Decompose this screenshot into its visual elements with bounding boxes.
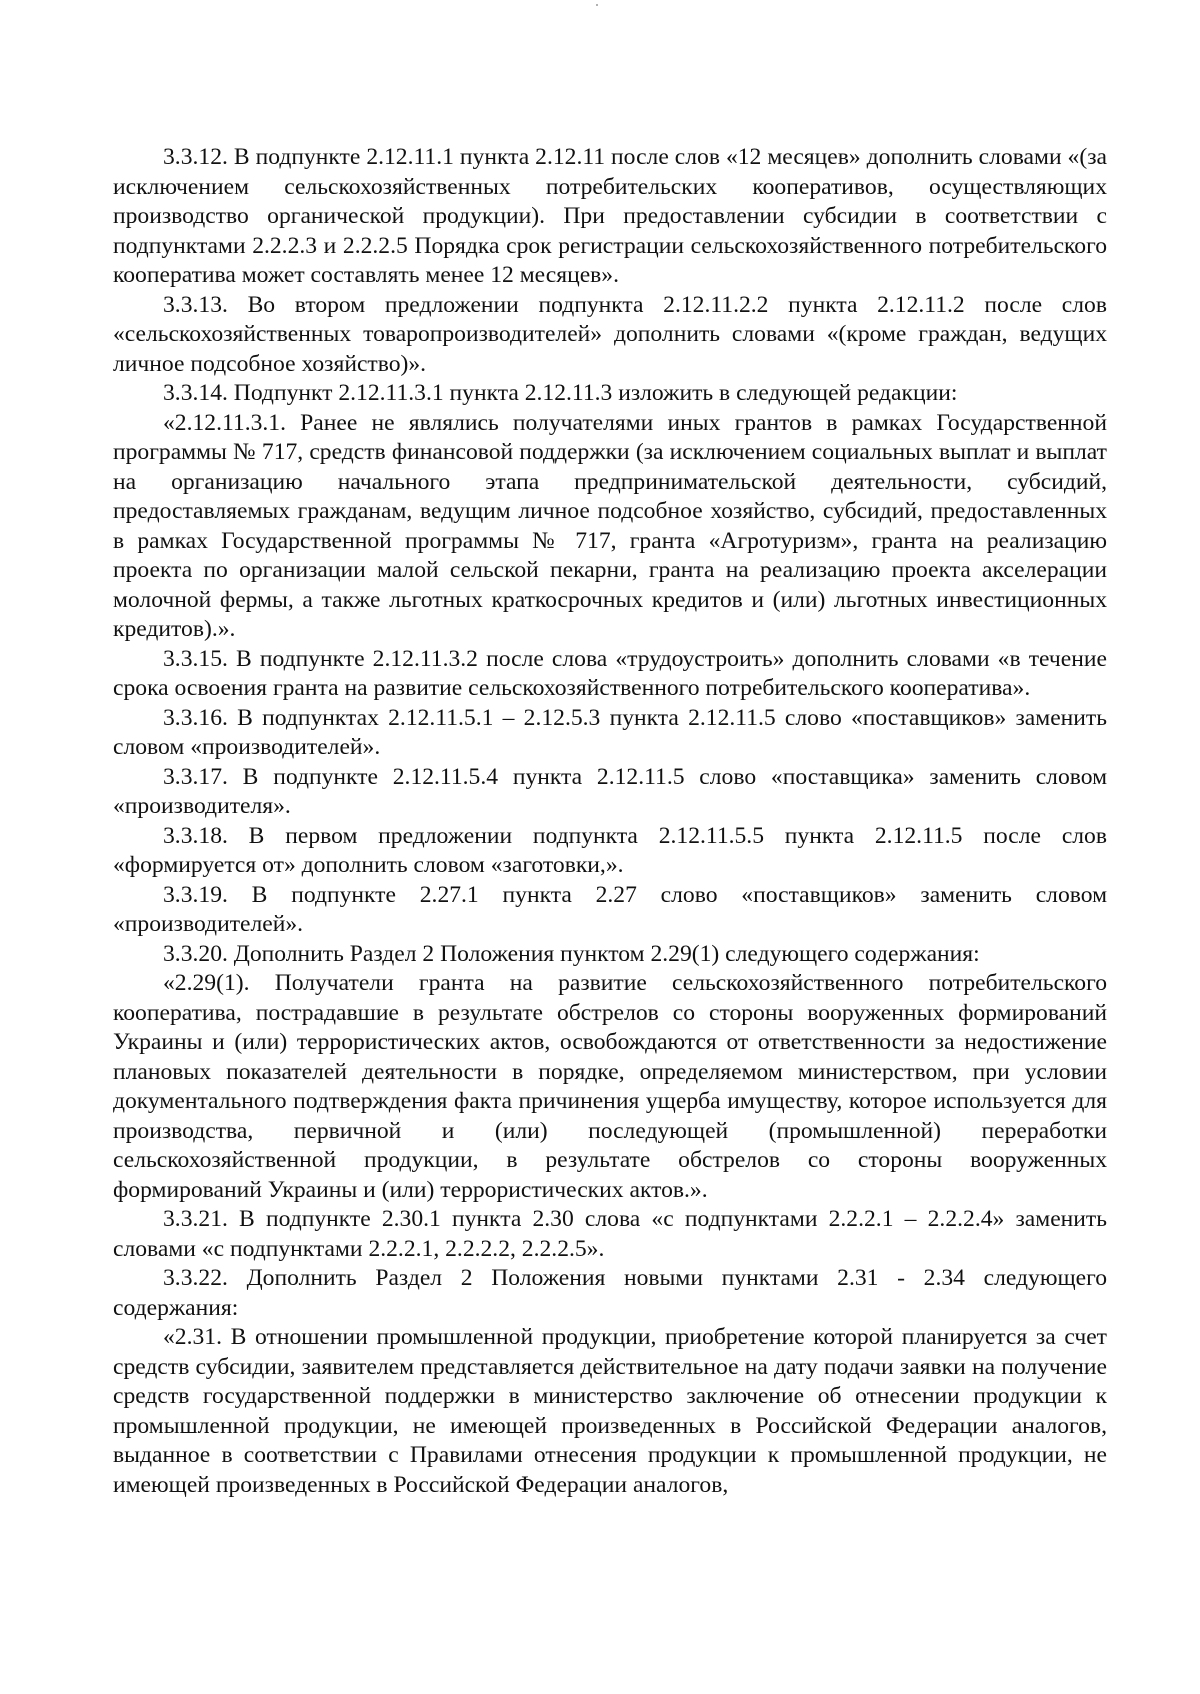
document-body — [113, 143, 1107, 1500]
paragraph-3-3-13: 3.3.13. Во втором предложении подпункта 2.12.11.2.2 пункта 2.12.11.2 после слов «сельскохозяйственных товаропроизводителей» дополнить словами «(кроме граждан, ведущих личное подсобное хозяйство)». — [113, 291, 1107, 377]
paragraph-3-3-22: 3.3.22. Дополнить Раздел 2 Положения новыми пунктами 2.31 - 2.34 следующего содержания: — [113, 1265, 1107, 1321]
paragraph-2-29-1-quote: «2.29(1). Получатели гранта на развитие сельскохозяйственного потребительского кооператива, пострадавшие в результате обстрелов со стороны вооруженных формирований Украины и (или) террористических актов, освобождаются от ответственности за недостижение плановых показателей деятельности в порядке, определяемом министерством, при условии документального подтверждения факта причинения ущерба имуществу, которое используется для производства, первичной и (или) последующей (промышленной) переработки сельскохозяйственной продукции, в результате обстрелов со стороны вооруженных формирований Украины и (или) террористических актов.». — [113, 970, 1107, 1203]
paragraph-3-3-17: 3.3.17. В подпункте 2.12.11.5.4 пункта 2.12.11.5 слово «поставщика» заменить словом «производителя». — [113, 763, 1107, 819]
paragraph-3-3-16: 3.3.16. В подпунктах 2.12.11.5.1 – 2.12.5.3 пункта 2.12.11.5 слово «поставщиков» заменить словом «производителей». — [113, 704, 1107, 760]
paragraph-3-3-14: 3.3.14. Подпункт 2.12.11.3.1 пункта 2.12.11.3 изложить в следующей редакции: — [163, 380, 958, 406]
paragraph-3-3-12: 3.3.12. В подпункте 2.12.11.1 пункта 2.12.11 после слов «12 месяцев» дополнить словами «(за исключением сельскохозяйственных потребительских кооперативов, осуществляющих производство органической продукции). При предоставлении субсидии в соответствии с подпунктами 2.2.2.3 и 2.2.2.5 Порядка срок регистрации сельскохозяйственного потребительского кооператива может составлять менее 12 месяцев». — [113, 144, 1107, 288]
paragraph-3-3-15: 3.3.15. В подпункте 2.12.11.3.2 после слова «трудоустроить» дополнить словами «в течение срока освоения гранта на развитие сельскохозяйственного потребительского кооператива». — [113, 645, 1107, 701]
paragraph-3-3-21: 3.3.21. В подпункте 2.30.1 пункта 2.30 слова «с подпунктами 2.2.2.1 – 2.2.2.4» заменить словами «с подпунктами 2.2.2.1, 2.2.2.2, 2.2.2.5». — [113, 1206, 1107, 1262]
scan-dot — [596, 4, 598, 6]
paragraph-2-12-11-3-1-quote: «2.12.11.3.1. Ранее не являлись получателями иных грантов в рамках Государственной программы № 717, средств финансовой поддержки (за исключением социальных выплат и выплат на организацию начального этапа предпринимательской деятельности, субсидий, предоставляемых гражданам, ведущим личное подсобное хозяйство, субсидий, предоставленных в рамках Государственной программы № 717, гранта «Агротуризм», гранта на реализацию проекта по организации малой сельской пекарни, гранта на реализацию проекта акселерации молочной фермы, а также льготных краткосрочных кредитов и (или) льготных инвестиционных кредитов).». — [113, 409, 1107, 642]
paragraph-2-31-quote: «2.31. В отношении промышленной продукции, приобретение которой планируется за счет средств субсидии, заявителем представляется действительное на дату подачи заявки на получение средств государственной поддержки в министерство заключение об отнесении продукции к промышленной продукции, не имеющей произведенных в Российской Федерации аналогов, выданное в соответствии с Правилами отнесения продукции к промышленной продукции, не имеющей произведенных в Российской Федерации аналогов, — [113, 1324, 1107, 1498]
paragraph-3-3-19: 3.3.19. В подпункте 2.27.1 пункта 2.27 слово «поставщиков» заменить словом «производителей». — [113, 881, 1107, 937]
paragraph-3-3-18: 3.3.18. В первом предложении подпункта 2.12.11.5.5 пункта 2.12.11.5 после слов «формируется от» дополнить словом «заготовки,». — [113, 822, 1107, 878]
paragraph-3-3-20: 3.3.20. Дополнить Раздел 2 Положения пунктом 2.29(1) следующего содержания: — [163, 940, 980, 967]
